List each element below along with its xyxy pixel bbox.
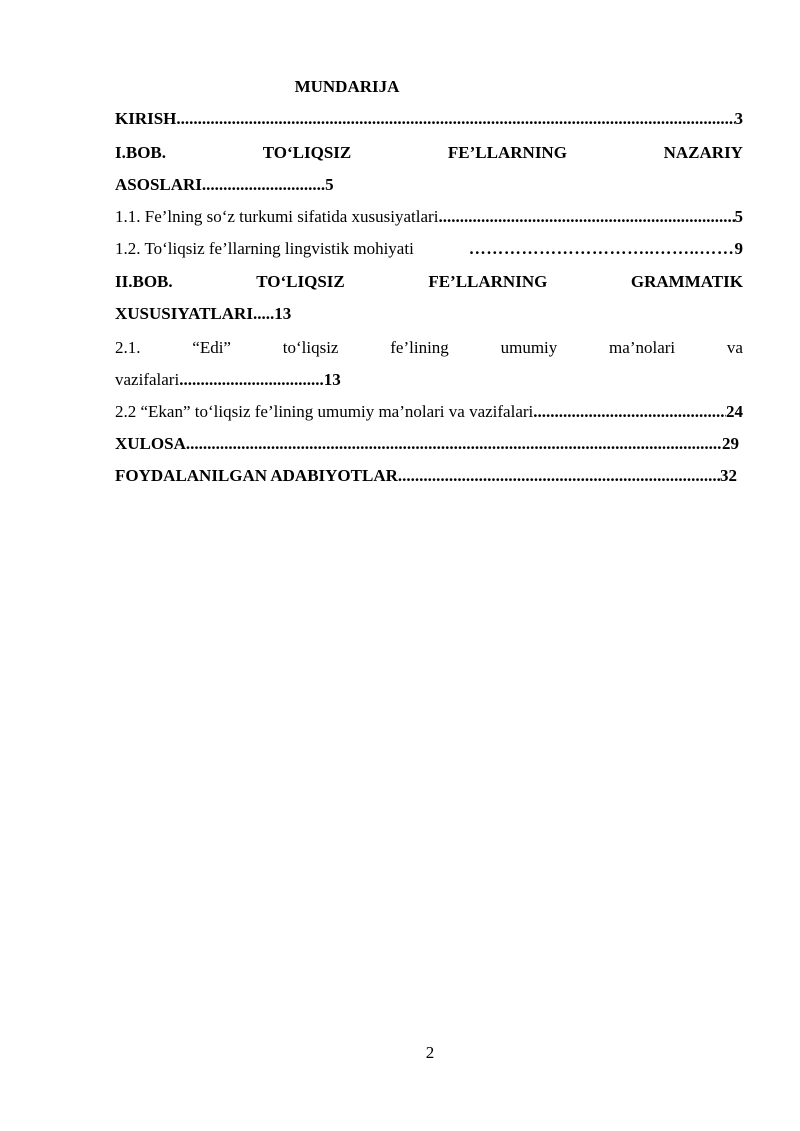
toc-leader-dots: ..................................: [179, 370, 324, 389]
toc-entry-2-1[interactable]: [115, 337, 743, 359]
toc-entry-bob1[interactable]: [115, 142, 743, 164]
toc-leader-dots: [438, 206, 734, 228]
toc-entry-label: vazifalari: [115, 370, 180, 389]
toc-page-number: 29: [722, 434, 739, 453]
toc-word: 2.1.: [115, 338, 141, 357]
toc-leader-dots: [398, 465, 720, 487]
toc-word: II.BOB.: [115, 272, 173, 291]
toc-entry-label: XULOSA: [115, 434, 186, 453]
toc-word: FE’LLARNING: [447, 143, 567, 162]
toc-word: TO‘LIQSIZ: [256, 272, 345, 291]
toc-title: [0, 77, 800, 97]
toc-page-number: 32: [720, 466, 737, 485]
toc-entry-2-1-cont[interactable]: [115, 369, 743, 391]
toc-entry-bob2-cont[interactable]: [115, 303, 743, 325]
toc-leader-dots: .............................: [201, 175, 326, 194]
toc-page-number: 5: [325, 175, 334, 194]
toc-entry-1-2[interactable]: [115, 238, 743, 260]
toc-entry-label: 1.1. Fe’lning so‘z turkumi sifatida xususiyatlari: [115, 207, 439, 226]
toc-leader-dots: .....: [252, 304, 275, 323]
toc-entry-label: 1.2. To‘liqsiz fe’llarning lingvistik mohiyati: [115, 239, 414, 258]
toc-word: “Edi”: [192, 338, 231, 357]
toc-entry-label: 2.2 “Ekan” to‘liqsiz fe’lining umumiy ma’nolari va vazifalari: [115, 402, 534, 421]
toc-page-number: 13: [323, 370, 341, 389]
toc-entry-adabiyotlar[interactable]: [115, 465, 737, 487]
toc-word: FE’LLARNING: [428, 272, 548, 291]
toc-entry-bob2[interactable]: [115, 271, 743, 293]
toc-page-number: 24: [726, 402, 743, 421]
toc-word: TO‘LIQSIZ: [262, 143, 352, 162]
toc-entry-bob1-cont[interactable]: [115, 174, 743, 196]
toc-leader-dots: [186, 433, 722, 455]
toc-word: fe’lining: [390, 338, 449, 357]
toc-word: to‘liqsiz: [282, 338, 339, 357]
toc-entry-label: XUSUSIYATLARI: [115, 304, 253, 323]
toc-page-number: 13: [274, 304, 292, 323]
toc-entry-2-2[interactable]: [115, 401, 743, 423]
toc-page-number: 3: [734, 109, 743, 128]
toc-leader-dots: [176, 108, 734, 130]
toc-title-text: MUNDARIJA: [294, 77, 400, 96]
toc-word: NAZARIY: [663, 143, 743, 162]
toc-leader-dots: …………………………..……..……: [468, 239, 735, 258]
toc-entry-xulosa[interactable]: [115, 433, 739, 455]
toc-entry-label: ASOSLARI: [115, 175, 202, 194]
toc-entry-1-1[interactable]: [115, 206, 743, 228]
toc-word: GRAMMATIK: [630, 272, 743, 291]
toc-entry-label: KIRISH: [115, 109, 177, 128]
toc-word: I.BOB.: [115, 143, 167, 162]
toc-page-number: 9: [734, 239, 743, 258]
toc-word: ma’nolari: [609, 338, 676, 357]
toc-word: umumiy: [500, 338, 558, 357]
toc-entry-label: FOYDALANILGAN ADABIYOTLAR: [115, 466, 398, 485]
toc-word: va: [726, 338, 743, 357]
page-number: 2: [425, 1043, 435, 1062]
toc-page-number: 5: [734, 207, 743, 226]
toc-entry-kirish[interactable]: [115, 108, 743, 130]
toc-leader-dots: [533, 401, 726, 423]
